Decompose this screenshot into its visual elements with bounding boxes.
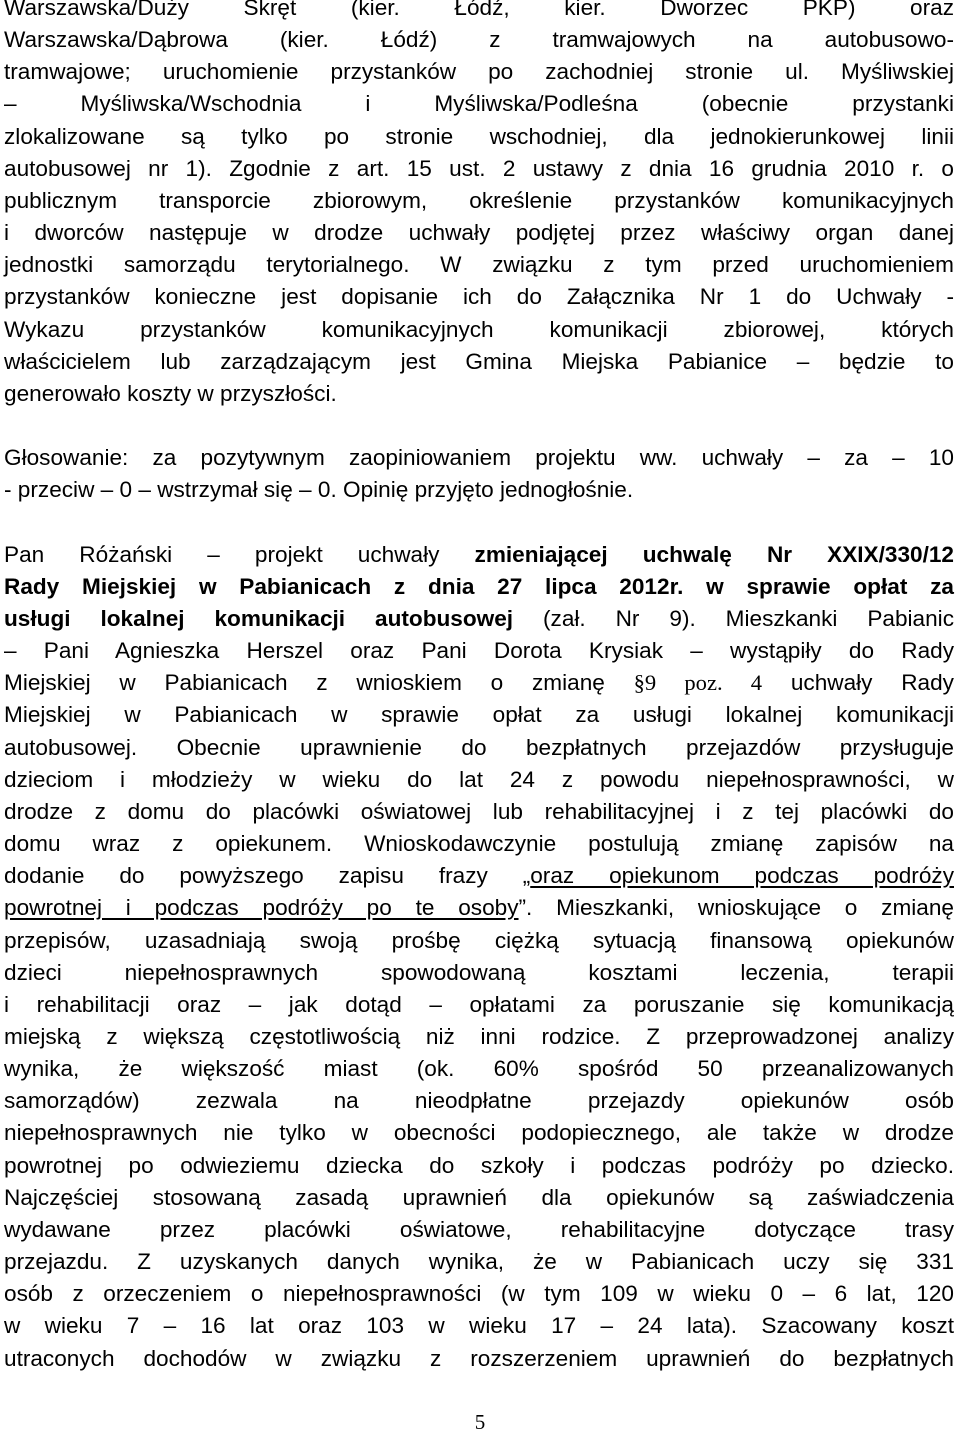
paragraph-resolution — [4, 539, 954, 1375]
text-line: jednostki samorządu terytorialnego. W związku z tym przed uruchomieniem — [4, 252, 954, 278]
text-line — [4, 667, 954, 699]
text-line — [4, 603, 954, 635]
text-line: Głosowanie: za pozytywnym zaopiniowaniem projektu ww. uchwały – za – 10 — [4, 445, 954, 471]
text-line: – Pani Agnieszka Herszel oraz Pani Dorota Krysiak – wystąpiły do Rady — [4, 638, 954, 664]
text-line: osób z orzeczeniem o niepełnosprawności (w tym 109 w wieku 0 – 6 lat, 120 — [4, 1281, 954, 1307]
text-line: przejazdu. Z uzyskanych danych wynika, że w Pabianicach uczy się 331 — [4, 1249, 954, 1275]
quoted-phrase-underlined: oraz opiekunom podczas podróży — [530, 863, 954, 889]
text-line — [4, 892, 954, 924]
text-line: i rehabilitacji oraz – jak dotąd – opłatami za poruszanie się komunikacją — [4, 991, 954, 1017]
text-line — [4, 539, 954, 571]
paragraph-bus-stops — [4, 0, 954, 410]
text-line: i dworców następuje w drodze uchwały podjętej przez właściwy organ danej — [4, 220, 954, 246]
text-line — [4, 571, 954, 603]
text-line: przepisów, uzasadniają swoją prośbę ciężką sytuacją finansową opiekunów — [4, 927, 954, 953]
resolution-title-bold: Rady Miejskiej w Pabianicach z dnia 27 lipca 2012r. — [4, 573, 684, 599]
text-line: autobusowej nr 1). Zgodnie z art. 15 ust. 2 ustawy z dnia 16 grudnia 2010 r. o — [4, 155, 954, 181]
text-line: zlokalizowane są tylko po stronie wschodniej, dla jednokierunkowej linii — [4, 123, 954, 149]
speaker-text: Pan Różański – projekt uchwały — [4, 541, 475, 567]
text-line: - przeciw – 0 – wstrzymał się – 0. Opinię przyjęto jednogłośnie. — [4, 477, 634, 503]
text-run: dodanie do powyższego zapisu frazy „ — [4, 863, 531, 889]
text-line: przystanków konieczne jest dopisanie ich do Załącznika Nr 1 do Uchwały - — [4, 284, 954, 310]
text-run: Miejskiej w Pabianicach z wnioskiem o zmianę — [4, 670, 634, 696]
text-line: powrotnej po odwieziemu dziecka do szkoły i podczas podróży po dziecko. — [4, 1152, 954, 1178]
text-line: Warszawska/Duży Skręt (kier. Łódź, kier. Dworzec PKP) oraz — [4, 0, 954, 20]
page-number: 5 — [474, 1410, 486, 1434]
text-line: Wykazu przystanków komunikacyjnych komunikacji zbiorowej, których — [4, 316, 954, 342]
text-line: publicznym transporcie zbiorowym, określenie przystanków komunikacyjnych — [4, 187, 954, 213]
text-line: właścicielem lub zarządzającym jest Gmina Miejska Pabianice – będzie to — [4, 348, 954, 374]
text-run: ”. Mieszkanki, wnioskujące o zmianę — [518, 895, 954, 921]
text-line: Miejskiej w Pabianicach w sprawie opłat za usługi lokalnej komunikacji — [4, 702, 954, 728]
resolution-subject-bold: w sprawie opłat za — [683, 573, 954, 599]
text-line: generowało koszty w przyszłości. — [4, 380, 337, 406]
resolution-subject-bold: usługi lokalnej komunikacji autobusowej — [4, 605, 514, 631]
paragraph-gap — [4, 506, 954, 538]
text-line: autobusowej. Obecnie uprawnienie do bezpłatnych przejazdów przysługuje — [4, 734, 954, 760]
text-line: dzieciom i młodzieży w wieku do lat 24 z powodu niepełnosprawności, w — [4, 766, 954, 792]
text-line: Warszawska/Dąbrowa (kier. Łódź) z tramwajowych na autobusowo- — [4, 27, 954, 53]
text-run: (zał. Nr 9). Mieszkanki Pabianic — [513, 605, 954, 631]
text-line: – Myśliwska/Wschodnia i Myśliwska/Podleśna (obecnie przystanki — [4, 91, 954, 117]
text-line: niepełnosprawnych nie tylko w obecności podopiecznego, ale także w drodze — [4, 1120, 954, 1146]
paragraph-voting — [4, 442, 954, 506]
text-line — [4, 860, 954, 892]
quoted-phrase-underlined: powrotnej i podczas podróży po te osoby — [4, 895, 519, 921]
text-line: miejską z większą częstotliwością niż inni rodzice. Z przeprowadzonej analizy — [4, 1023, 954, 1049]
text-line: dzieci niepełnosprawnych spowodowaną kosztami leczenia, terapii — [4, 959, 954, 985]
text-line: Najczęściej stosowaną zasadą uprawnień dla opiekunów są zaświadczenia — [4, 1184, 954, 1210]
text-line: tramwajowe; uruchomienie przystanków po zachodniej stronie ul. Myśliwskiej — [4, 59, 954, 85]
text-line: w wieku 7 – 16 lat oraz 103 w wieku 17 – 24 lata). Szacowany koszt — [4, 1313, 954, 1339]
document-page — [4, 0, 954, 1375]
text-line: drodze z domu do placówki oświatowej lub rehabilitacyjnej i z tej placówki do — [4, 798, 954, 824]
text-line: wynika, że większość miast (ok. 60% spośród 50 przeanalizowanych — [4, 1056, 954, 1082]
text-line: utraconych dochodów w związku z rozszerzeniem uprawnień do bezpłatnych — [4, 1345, 954, 1371]
paragraph-gap — [4, 410, 954, 442]
resolution-title-bold: zmieniającej uchwalę Nr XXIX/330/12 — [474, 541, 954, 567]
text-line: domu wraz z opiekunem. Wnioskodawczynie postulują zmianę zapisów na — [4, 831, 954, 857]
text-line: samorządów) zezwala na nieodpłatne przejazdy opiekunów osób — [4, 1088, 954, 1114]
text-line: wydawane przez placówki oświatowe, rehabilitacyjne dotyczące trasy — [4, 1216, 954, 1242]
text-run: uchwały Rady — [762, 670, 954, 696]
paragraph-reference: §9 poz. 4 — [633, 670, 763, 696]
